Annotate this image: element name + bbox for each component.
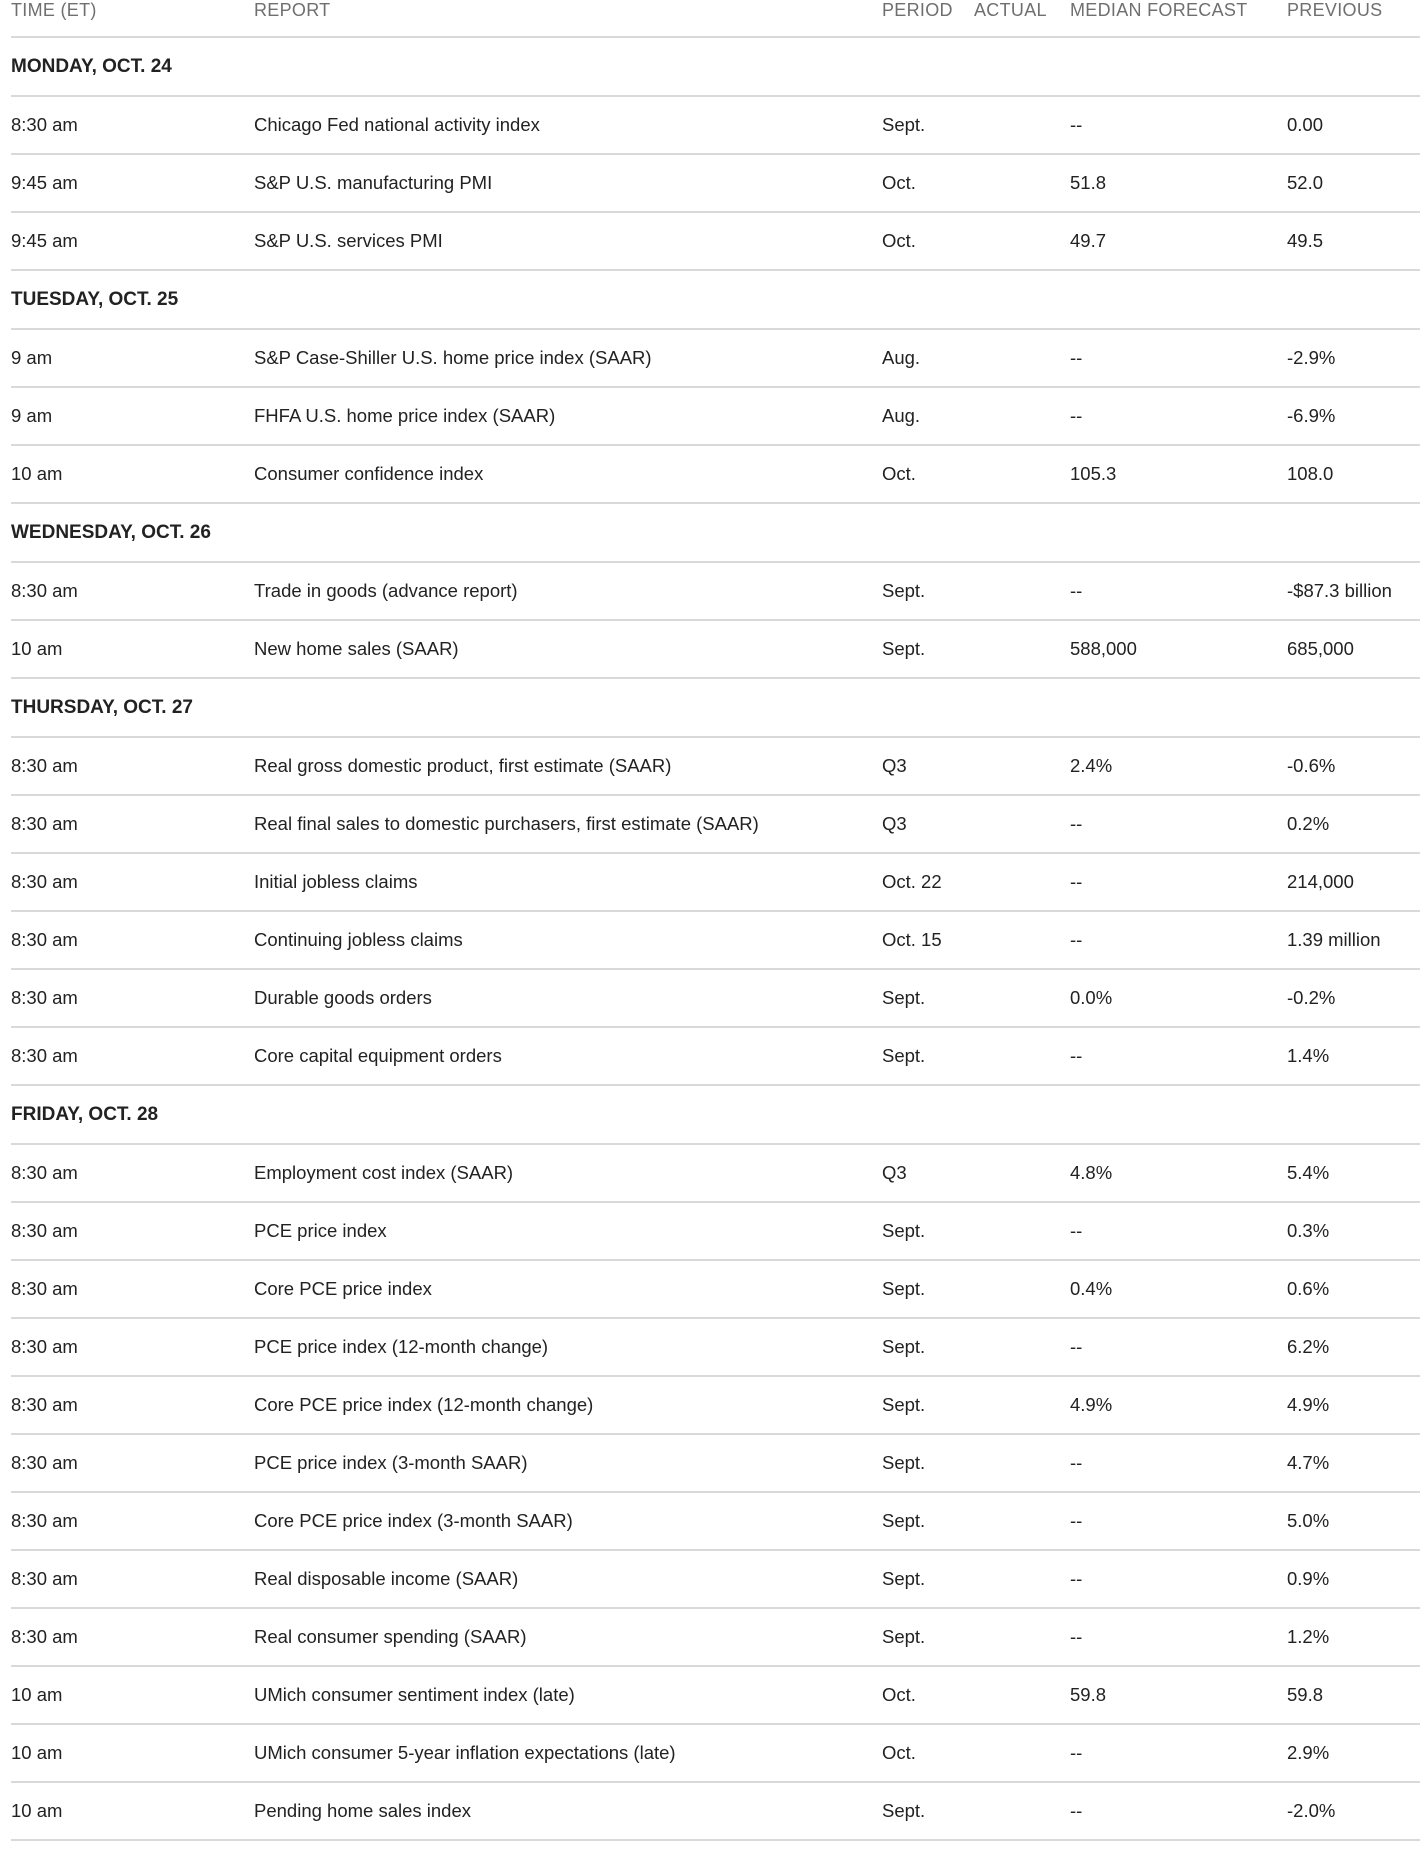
median-forecast-cell: 2.4% [1070,737,1287,795]
previous-cell: 2.9% [1287,1724,1420,1782]
report-cell: Trade in goods (advance report) [254,562,882,620]
period-cell: Oct. [882,212,974,270]
previous-cell: 214,000 [1287,853,1420,911]
actual-cell [974,1492,1070,1550]
median-forecast-cell: -- [1070,387,1287,445]
time-cell: 8:30 am [11,1260,254,1318]
actual-cell [974,1724,1070,1782]
report-cell: Real consumer spending (SAAR) [254,1608,882,1666]
time-cell: 9:45 am [11,212,254,270]
median-forecast-cell: -- [1070,1318,1287,1376]
period-cell: Oct. [882,1666,974,1724]
time-cell: 8:30 am [11,1027,254,1085]
median-forecast-cell: -- [1070,1782,1287,1840]
header-median-forecast: MEDIAN FORECAST [1070,0,1287,37]
median-forecast-cell: -- [1070,1724,1287,1782]
report-cell: FHFA U.S. home price index (SAAR) [254,387,882,445]
period-cell: Sept. [882,1027,974,1085]
median-forecast-cell: 4.8% [1070,1144,1287,1202]
day-label: THURSDAY, OCT. 27 [11,678,1420,737]
previous-cell: 0.6% [1287,1260,1420,1318]
table-row [11,1144,1420,1202]
previous-cell: 59.8 [1287,1666,1420,1724]
actual-cell [974,1318,1070,1376]
median-forecast-cell: -- [1070,853,1287,911]
table-row [11,911,1420,969]
period-cell: Oct. [882,445,974,503]
previous-cell: 1.2% [1287,1608,1420,1666]
day-header-row [11,37,1420,96]
previous-cell: 0.2% [1287,795,1420,853]
period-cell: Sept. [882,1492,974,1550]
actual-cell [974,1782,1070,1840]
report-cell: S&P U.S. services PMI [254,212,882,270]
period-cell: Aug. [882,387,974,445]
previous-cell: 5.4% [1287,1144,1420,1202]
table-row [11,212,1420,270]
median-forecast-cell: -- [1070,1027,1287,1085]
period-cell: Sept. [882,1376,974,1434]
day-header-row [11,1085,1420,1144]
median-forecast-cell: -- [1070,1202,1287,1260]
time-cell: 10 am [11,1724,254,1782]
previous-cell: -2.0% [1287,1782,1420,1840]
table-row [11,329,1420,387]
period-cell: Oct. 15 [882,911,974,969]
actual-cell [974,1550,1070,1608]
period-cell: Sept. [882,1318,974,1376]
period-cell: Q3 [882,737,974,795]
period-cell: Sept. [882,620,974,678]
median-forecast-cell: 588,000 [1070,620,1287,678]
period-cell: Q3 [882,1144,974,1202]
time-cell: 10 am [11,1782,254,1840]
previous-cell: 4.9% [1287,1376,1420,1434]
economic-calendar [11,0,1420,1841]
day-label: WEDNESDAY, OCT. 26 [11,503,1420,562]
median-forecast-cell: 0.0% [1070,969,1287,1027]
day-label: FRIDAY, OCT. 28 [11,1085,1420,1144]
table-row [11,1318,1420,1376]
previous-cell: 685,000 [1287,620,1420,678]
median-forecast-cell: -- [1070,795,1287,853]
actual-cell [974,154,1070,212]
time-cell: 10 am [11,620,254,678]
table-row [11,1492,1420,1550]
actual-cell [974,329,1070,387]
previous-cell: -2.9% [1287,329,1420,387]
median-forecast-cell: 4.9% [1070,1376,1287,1434]
median-forecast-cell: 59.8 [1070,1666,1287,1724]
table-row [11,1027,1420,1085]
median-forecast-cell: -- [1070,562,1287,620]
previous-cell: 4.7% [1287,1434,1420,1492]
period-cell: Oct. [882,154,974,212]
header-actual: ACTUAL [974,0,1070,37]
time-cell: 8:30 am [11,1144,254,1202]
day-label: MONDAY, OCT. 24 [11,37,1420,96]
day-header-row [11,270,1420,329]
actual-cell [974,1666,1070,1724]
report-cell: New home sales (SAAR) [254,620,882,678]
header-report: REPORT [254,0,882,37]
previous-cell: 0.00 [1287,96,1420,154]
actual-cell [974,96,1070,154]
median-forecast-cell: -- [1070,1492,1287,1550]
previous-cell: 1.4% [1287,1027,1420,1085]
report-cell: Employment cost index (SAAR) [254,1144,882,1202]
table-row [11,1550,1420,1608]
time-cell: 8:30 am [11,853,254,911]
report-cell: PCE price index (3-month SAAR) [254,1434,882,1492]
actual-cell [974,1027,1070,1085]
period-cell: Oct. 22 [882,853,974,911]
previous-cell: 52.0 [1287,154,1420,212]
time-cell: 9:45 am [11,154,254,212]
previous-cell: 0.3% [1287,1202,1420,1260]
report-cell: S&P U.S. manufacturing PMI [254,154,882,212]
table-row [11,1260,1420,1318]
report-cell: Initial jobless claims [254,853,882,911]
time-cell: 9 am [11,329,254,387]
report-cell: PCE price index (12-month change) [254,1318,882,1376]
period-cell: Sept. [882,562,974,620]
day-header-row [11,503,1420,562]
previous-cell: -6.9% [1287,387,1420,445]
actual-cell [974,1376,1070,1434]
header-time: TIME (ET) [11,0,254,37]
time-cell: 9 am [11,387,254,445]
previous-cell: 108.0 [1287,445,1420,503]
report-cell: Pending home sales index [254,1782,882,1840]
period-cell: Sept. [882,1434,974,1492]
period-cell: Sept. [882,1202,974,1260]
actual-cell [974,1608,1070,1666]
period-cell: Sept. [882,1608,974,1666]
table-row [11,1376,1420,1434]
previous-cell: -0.6% [1287,737,1420,795]
report-cell: PCE price index [254,1202,882,1260]
report-cell: Continuing jobless claims [254,911,882,969]
time-cell: 8:30 am [11,1202,254,1260]
previous-cell: -0.2% [1287,969,1420,1027]
header-previous: PREVIOUS [1287,0,1420,37]
report-cell: Real disposable income (SAAR) [254,1550,882,1608]
table-row [11,96,1420,154]
table-body [11,37,1420,1840]
time-cell: 8:30 am [11,1492,254,1550]
time-cell: 8:30 am [11,737,254,795]
median-forecast-cell: -- [1070,911,1287,969]
table-row [11,853,1420,911]
median-forecast-cell: 0.4% [1070,1260,1287,1318]
economic-calendar-table [11,0,1420,1841]
period-cell: Sept. [882,1550,974,1608]
actual-cell [974,445,1070,503]
period-cell: Oct. [882,1724,974,1782]
day-label: TUESDAY, OCT. 25 [11,270,1420,329]
report-cell: UMich consumer sentiment index (late) [254,1666,882,1724]
table-row [11,387,1420,445]
time-cell: 8:30 am [11,1550,254,1608]
actual-cell [974,1202,1070,1260]
median-forecast-cell: -- [1070,1434,1287,1492]
report-cell: Real gross domestic product, first estimate (SAAR) [254,737,882,795]
table-row [11,620,1420,678]
report-cell: Consumer confidence index [254,445,882,503]
report-cell: Chicago Fed national activity index [254,96,882,154]
actual-cell [974,620,1070,678]
time-cell: 8:30 am [11,1434,254,1492]
time-cell: 8:30 am [11,911,254,969]
median-forecast-cell: 49.7 [1070,212,1287,270]
previous-cell: 0.9% [1287,1550,1420,1608]
table-row [11,1608,1420,1666]
previous-cell: 49.5 [1287,212,1420,270]
actual-cell [974,562,1070,620]
report-cell: Core PCE price index [254,1260,882,1318]
table-row [11,737,1420,795]
actual-cell [974,853,1070,911]
time-cell: 10 am [11,1666,254,1724]
median-forecast-cell: 51.8 [1070,154,1287,212]
table-row [11,1666,1420,1724]
actual-cell [974,212,1070,270]
time-cell: 8:30 am [11,795,254,853]
median-forecast-cell: -- [1070,96,1287,154]
table-row [11,154,1420,212]
period-cell: Sept. [882,1782,974,1840]
table-row [11,562,1420,620]
table-row [11,1202,1420,1260]
report-cell: Core PCE price index (12-month change) [254,1376,882,1434]
table-row [11,969,1420,1027]
actual-cell [974,911,1070,969]
report-cell: Core PCE price index (3-month SAAR) [254,1492,882,1550]
table-header-row [11,0,1420,37]
report-cell: Real final sales to domestic purchasers, first estimate (SAAR) [254,795,882,853]
table-row [11,795,1420,853]
actual-cell [974,737,1070,795]
table-row [11,1724,1420,1782]
report-cell: Durable goods orders [254,969,882,1027]
header-period: PERIOD [882,0,974,37]
report-cell: S&P Case-Shiller U.S. home price index (SAAR) [254,329,882,387]
median-forecast-cell: -- [1070,329,1287,387]
time-cell: 8:30 am [11,1608,254,1666]
period-cell: Sept. [882,96,974,154]
time-cell: 8:30 am [11,96,254,154]
period-cell: Sept. [882,1260,974,1318]
period-cell: Sept. [882,969,974,1027]
table-row [11,445,1420,503]
time-cell: 8:30 am [11,969,254,1027]
period-cell: Q3 [882,795,974,853]
actual-cell [974,387,1070,445]
time-cell: 10 am [11,445,254,503]
previous-cell: 1.39 million [1287,911,1420,969]
day-header-row [11,678,1420,737]
table-row [11,1434,1420,1492]
time-cell: 8:30 am [11,562,254,620]
previous-cell: 6.2% [1287,1318,1420,1376]
median-forecast-cell: -- [1070,1550,1287,1608]
actual-cell [974,795,1070,853]
time-cell: 8:30 am [11,1376,254,1434]
actual-cell [974,1260,1070,1318]
report-cell: Core capital equipment orders [254,1027,882,1085]
actual-cell [974,969,1070,1027]
actual-cell [974,1434,1070,1492]
median-forecast-cell: -- [1070,1608,1287,1666]
median-forecast-cell: 105.3 [1070,445,1287,503]
time-cell: 8:30 am [11,1318,254,1376]
actual-cell [974,1144,1070,1202]
table-row [11,1782,1420,1840]
previous-cell: -$87.3 billion [1287,562,1420,620]
period-cell: Aug. [882,329,974,387]
previous-cell: 5.0% [1287,1492,1420,1550]
report-cell: UMich consumer 5-year inflation expectations (late) [254,1724,882,1782]
